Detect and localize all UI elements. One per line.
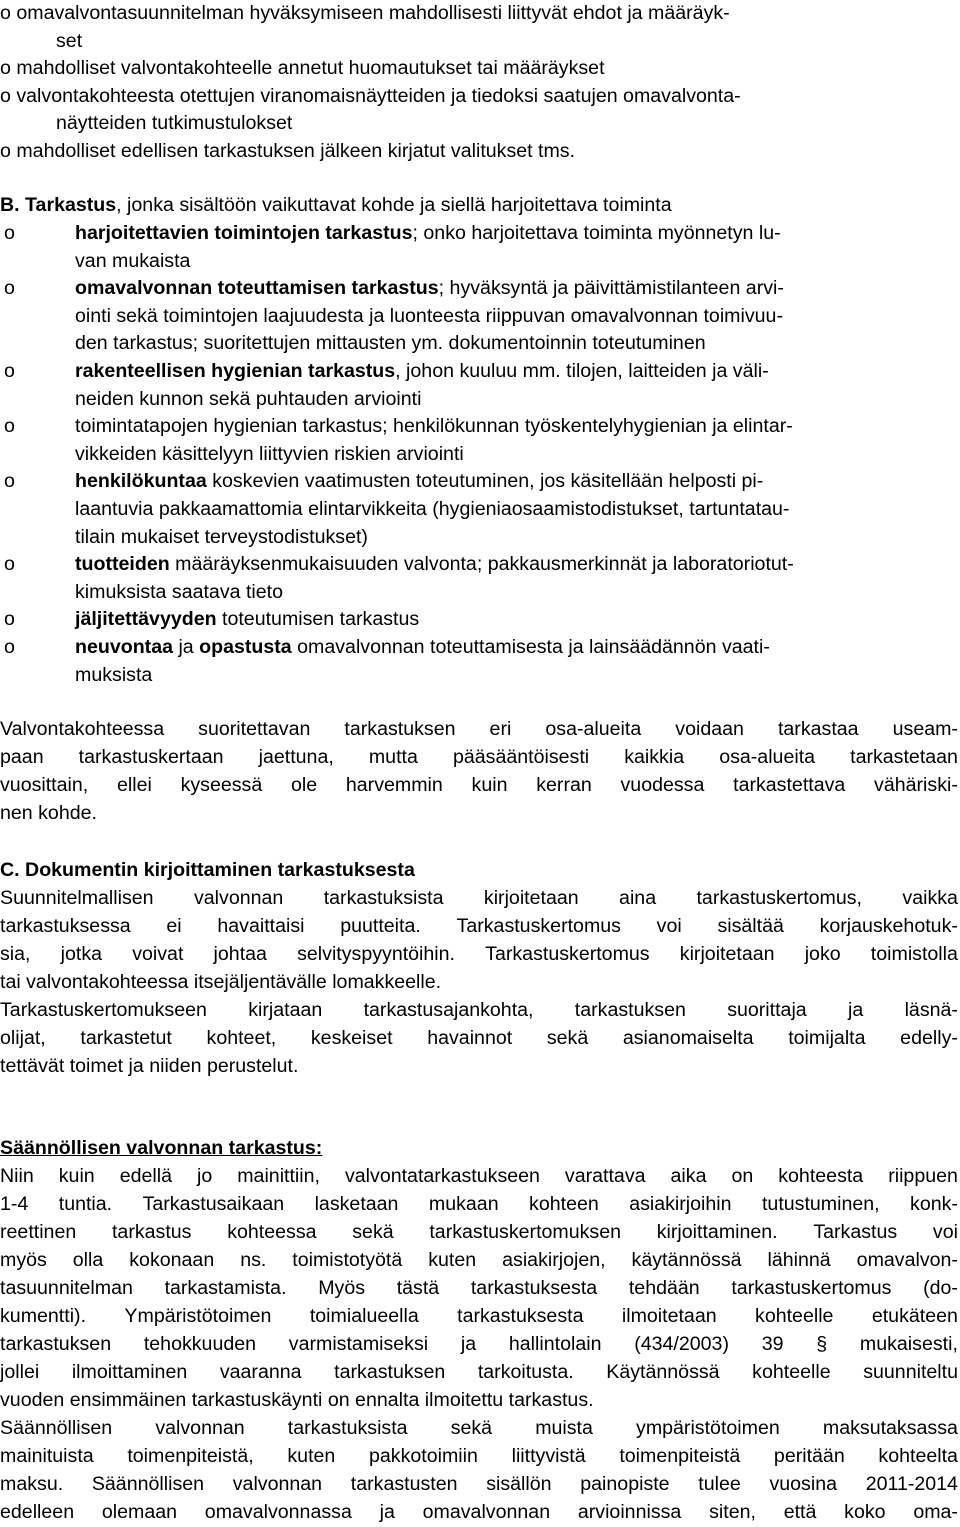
- word: tarkastuskertaan: [78, 746, 224, 768]
- word: toimistolla: [870, 943, 958, 965]
- word: Niin: [0, 1165, 34, 1187]
- bullet: o: [0, 2, 11, 24]
- word: kuten: [287, 1445, 336, 1467]
- list-item: harjoitettavien toimintojen tarkastus; onko harjoitettava toiminta myönnetyn lu-: [75, 222, 781, 244]
- word: Käytännössä: [606, 1361, 720, 1383]
- intro-text: mahdolliset edellisen tarkastuksen jälkeen kirjatut valitukset tms.: [16, 140, 576, 162]
- word: toimenpiteistä: [619, 1445, 741, 1467]
- section-b-subtitle: , jonka sisältöön vaikuttavat kohde ja siellä harjoitettava toiminta: [116, 194, 672, 216]
- word: voi: [656, 915, 682, 937]
- word: Tarkastusaikaan: [142, 1193, 285, 1215]
- word: ei: [166, 915, 182, 937]
- word: etukäteen: [871, 1305, 958, 1327]
- word: ilmoitetaan: [621, 1305, 717, 1327]
- word: osa-alueita: [719, 746, 816, 768]
- word: aina: [619, 887, 657, 909]
- word: konk-: [910, 1193, 958, 1215]
- word: vähäriski-: [874, 774, 958, 796]
- paragraph-line: tai valvontakohteessa itsejäljentävälle lomakkeelle.: [0, 971, 442, 993]
- word: suoritettavan: [198, 718, 311, 740]
- word: tuntia.: [58, 1193, 113, 1215]
- word: eri: [489, 718, 512, 740]
- list-item: henkilökuntaa koskevien vaatimusten toteutuminen, jos käsitellään helposti pi-: [75, 470, 764, 493]
- list-item: jäljitettävyyden toteutumisen tarkastus: [75, 608, 420, 631]
- word: ympäristötoimen: [636, 1417, 780, 1439]
- word: tarkastuksen: [574, 999, 686, 1021]
- word: tarkastuskertomuksen: [429, 1221, 622, 1243]
- word: 39: [761, 1333, 784, 1355]
- justified-line: [0, 1443, 958, 1471]
- word: mainituista: [0, 1445, 94, 1467]
- justified-line: [0, 941, 958, 969]
- intro-text: omavalvontasuunnitelman hyväksymiseen mahdollisesti liittyvät ehdot ja määräyk-: [16, 2, 730, 24]
- word: omavalvonnassa: [204, 1501, 352, 1523]
- word: koko: [844, 1501, 886, 1523]
- list-item-cont: kimuksista saatava tieto: [75, 580, 284, 603]
- word: sisältää: [717, 915, 784, 937]
- word: suunniteltu: [863, 1361, 958, 1383]
- word: lasketaan: [314, 1193, 399, 1215]
- bullet: o: [4, 360, 15, 382]
- word: havainnot: [427, 1027, 513, 1049]
- word: mainittiin,: [237, 1165, 320, 1187]
- word: toimijalta: [788, 1027, 866, 1049]
- word: jaettuna,: [258, 746, 334, 768]
- justified-line: [0, 1359, 958, 1387]
- list-item: tuotteiden määräyksenmukaisuuden valvonta; pakkausmerkinnät ja laboratoriotut-: [75, 553, 794, 576]
- word: ole: [290, 774, 318, 796]
- word: tasuunnitelman: [0, 1277, 133, 1299]
- word: on: [731, 1165, 754, 1187]
- word: jo: [196, 1165, 213, 1187]
- intro-item-1: [0, 0, 730, 28]
- word: tarkastetut: [80, 1027, 172, 1049]
- word: ja: [460, 1333, 477, 1355]
- word: suorittaja: [727, 999, 807, 1021]
- justified-line: [0, 772, 958, 800]
- word: kuin: [58, 1165, 95, 1187]
- word: tutustuminen,: [761, 1193, 880, 1215]
- justified-line: [0, 885, 958, 913]
- word: Tarkastuskertomus: [485, 943, 650, 965]
- bullet: o: [0, 84, 11, 107]
- word: Ympäristötoimen: [124, 1305, 272, 1327]
- paragraph-line: tettävät toimet ja niiden perustelut.: [0, 1055, 299, 1077]
- word: kohteelle: [752, 1361, 831, 1383]
- word: olemaan: [101, 1501, 178, 1523]
- word: riippuen: [888, 1165, 958, 1187]
- word: toimenpiteistä,: [127, 1445, 254, 1467]
- word: mukaan: [428, 1193, 499, 1215]
- word: tarkastusajankohta,: [363, 999, 534, 1021]
- bullet: o: [4, 222, 15, 244]
- word: korjauskehotuk-: [819, 915, 958, 937]
- intro-text: valvontakohteesta otettujen viranomaisnäytteiden ja tiedoksi saatujen omavalvonta-: [16, 84, 741, 107]
- word: liittyvistä: [511, 1445, 586, 1467]
- list-item: rakenteellisen hygienian tarkastus, johon kuuluu mm. tilojen, laitteiden ja väli-: [75, 360, 769, 382]
- word: tarkastuksessa: [0, 915, 131, 937]
- word: ns.: [240, 1249, 267, 1271]
- word: omavalvonnan: [422, 1501, 551, 1523]
- list-item-cont: vikkeiden käsittelyyn liittyvien riskien arviointi: [75, 442, 464, 465]
- word: havaittaisi: [217, 915, 305, 937]
- word: kerran: [536, 774, 592, 796]
- word: jotka: [60, 943, 103, 965]
- word: sekä: [546, 1027, 589, 1049]
- word: vuosittain,: [0, 774, 89, 796]
- word: kyseessä: [180, 774, 263, 796]
- word: valvonnan: [232, 1473, 323, 1495]
- word: kirjoittaminen.: [656, 1221, 778, 1243]
- word: kohteelle: [755, 1305, 834, 1327]
- list-item-cont: laantuvia pakkaamattomia elintarvikkeita (hygieniaosaamistodistukset, tartuntatau-: [75, 498, 790, 520]
- word: maksutaksassa: [822, 1417, 958, 1439]
- word: tehdään: [628, 1277, 700, 1299]
- justified-line: [0, 1219, 958, 1247]
- word: tarkastaa: [777, 718, 859, 740]
- intro-item-2: [0, 55, 605, 83]
- word: kohteesta: [778, 1165, 864, 1187]
- word: sia,: [0, 943, 31, 965]
- word: mutta: [368, 746, 418, 768]
- word: peritään: [773, 1445, 845, 1467]
- word: valvontatarkastukseen: [344, 1165, 540, 1187]
- word: ellei: [116, 774, 152, 796]
- word: tarkastus: [111, 1221, 192, 1243]
- section-b-marker: B.: [0, 194, 20, 216]
- word: läsnä-: [904, 999, 958, 1021]
- word: asiakirjoihin: [629, 1193, 732, 1215]
- justified-line: [0, 1163, 958, 1191]
- word: §: [816, 1333, 828, 1355]
- word: tarkastuksista: [323, 887, 444, 909]
- word: Suunnitelmallisen: [0, 887, 154, 909]
- word: kuin: [471, 774, 508, 796]
- word: siten,: [709, 1501, 756, 1523]
- word: tarkastusten: [350, 1473, 458, 1495]
- word: valvonnan: [155, 1417, 245, 1439]
- bullet: o: [4, 415, 15, 438]
- intro-item-1-cont: set: [56, 29, 83, 52]
- word: kirjataan: [248, 999, 323, 1021]
- word: kohteessa: [227, 1221, 317, 1243]
- word: (do-: [923, 1277, 958, 1299]
- section-saannollinen-heading: Säännöllisen valvonnan tarkastus:: [0, 1137, 323, 1159]
- word: lähinnä: [767, 1249, 831, 1271]
- word: maksu.: [0, 1473, 64, 1495]
- word: kirjoitetaan: [679, 943, 775, 965]
- word: tarkastettava: [733, 774, 846, 796]
- word: edelleen: [0, 1501, 75, 1523]
- word: arvioinnissa: [577, 1501, 682, 1523]
- word: aika: [670, 1165, 707, 1187]
- word: omavalvon-: [856, 1249, 958, 1271]
- justified-line: [0, 997, 958, 1025]
- word: vuodessa: [620, 774, 705, 796]
- list-item-cont: neiden kunnon sekä puhtauden arviointi: [75, 387, 422, 410]
- justified-line: [0, 744, 958, 772]
- list-item-cont: tilain mukaiset terveystodistukset): [75, 525, 368, 548]
- justified-line: [0, 1471, 958, 1499]
- word: käytännössä: [631, 1249, 742, 1271]
- word: kaikkia: [624, 746, 685, 768]
- word: voi: [932, 1221, 958, 1243]
- word: kokonaan: [129, 1249, 215, 1271]
- word: ja: [379, 1501, 395, 1523]
- word: oma-: [913, 1501, 958, 1523]
- word: ilmoittaminen: [71, 1361, 188, 1383]
- list-item-cont: muksista: [75, 663, 153, 686]
- word: varmistamiseksi: [288, 1333, 429, 1355]
- word: olijat,: [0, 1027, 46, 1049]
- word: johtaa: [213, 943, 267, 965]
- word: kohteet,: [206, 1027, 277, 1049]
- word: voivat: [132, 943, 184, 965]
- word: kumentti).: [0, 1305, 87, 1327]
- word: vuosina: [769, 1473, 838, 1495]
- word: tarkastuskertomus: [731, 1277, 892, 1299]
- word: Säännöllisen: [0, 1417, 113, 1439]
- word: Valvontakohteessa: [0, 718, 165, 740]
- word: edellä: [119, 1165, 172, 1187]
- word: asiakirjojen,: [502, 1249, 606, 1271]
- word: vaaranna: [219, 1361, 302, 1383]
- list-item-cont: den tarkastus; suoritettujen mittausten ym. dokumentoinnin toteutuminen: [75, 332, 706, 355]
- word: selvityspyyntöihin.: [297, 943, 456, 965]
- word: tarkastuksesta: [457, 1305, 584, 1327]
- justified-line: [0, 1191, 958, 1219]
- justified-line: [0, 913, 958, 941]
- word: hallintolain: [508, 1333, 602, 1355]
- word: mukaisesti,: [859, 1333, 958, 1355]
- list-item-cont: ointi sekä toimintojen laajuudesta ja luonteesta riippuvan omavalvonnan toimivuu-: [75, 304, 783, 327]
- bullet: o: [4, 277, 15, 300]
- word: tarkastamista.: [164, 1277, 287, 1299]
- word: tarkastuksista: [287, 1417, 408, 1439]
- word: tarkoitusta.: [477, 1361, 574, 1383]
- justified-line: [0, 1499, 958, 1527]
- list-item-cont: van mukaista: [75, 249, 191, 272]
- word: kirjoitetaan: [483, 887, 579, 909]
- word: tarkastuksesta: [470, 1277, 598, 1299]
- word: puutteita.: [340, 915, 421, 937]
- intro-item-3: [0, 83, 741, 111]
- word: 2011-2014: [865, 1473, 958, 1495]
- word: kohteelta: [878, 1445, 958, 1467]
- word: voidaan: [675, 718, 744, 740]
- word: sekä: [450, 1417, 493, 1439]
- word: toimistotyötä: [292, 1249, 403, 1271]
- intro-text: mahdolliset valvontakohteelle annetut huomautukset tai määräykset: [16, 57, 605, 80]
- word: (434/2003): [634, 1333, 729, 1355]
- paragraph-line: vuoden ensimmäinen tarkastuskäynti on ennalta ilmoitettu tarkastus.: [0, 1389, 594, 1411]
- word: edelly-: [900, 1027, 958, 1049]
- word: pakkotoimiin: [369, 1445, 478, 1467]
- word: pääsääntöisesti: [452, 746, 590, 768]
- word: paan: [0, 746, 44, 768]
- word: keskeiset: [310, 1027, 393, 1049]
- paragraph-line: nen kohde.: [0, 802, 97, 824]
- justified-line: [0, 1415, 958, 1443]
- bullet: o: [4, 553, 15, 576]
- word: myös: [0, 1249, 47, 1271]
- word: harvemmin: [345, 774, 443, 796]
- word: sisällön: [486, 1473, 552, 1495]
- word: tästä: [396, 1277, 440, 1299]
- word: painopiste: [580, 1473, 670, 1495]
- list-item: neuvontaa ja opastusta omavalvonnan toteuttamisesta ja lainsäädännön vaati-: [75, 636, 770, 658]
- bullet: o: [4, 636, 15, 658]
- word: Tarkastuskertomus: [456, 915, 621, 937]
- word: tehokkuuden: [143, 1333, 257, 1355]
- justified-line: [0, 1025, 958, 1053]
- bullet: o: [4, 470, 15, 493]
- justified-line: [0, 1247, 958, 1275]
- word: Tarkastuskertomukseen: [0, 999, 207, 1021]
- word: tarkastuksen: [334, 1361, 446, 1383]
- justified-line: [0, 1275, 958, 1303]
- word: useam-: [892, 718, 958, 740]
- word: varattava: [564, 1165, 646, 1187]
- word: vaikka: [902, 887, 958, 909]
- word: kuten: [428, 1249, 477, 1271]
- word: tarkastuksen: [0, 1333, 112, 1355]
- word: toimialueella: [309, 1305, 419, 1327]
- word: Säännöllisen: [91, 1473, 205, 1495]
- list-item: toimintatapojen hygienian tarkastus; henkilökunnan työskentelyhygienian ja elintar-: [75, 415, 793, 438]
- word: kohteen: [529, 1193, 599, 1215]
- word: valvonnan: [193, 887, 284, 909]
- word: osa-alueita: [545, 718, 642, 740]
- word: ja: [848, 999, 864, 1021]
- section-c-heading: C. Dokumentin kirjoittaminen tarkastuksesta: [0, 859, 415, 881]
- intro-item-4: [0, 138, 575, 166]
- section-b-title: Tarkastus: [25, 194, 117, 216]
- word: olla: [72, 1249, 104, 1271]
- word: tarkastuksen: [344, 718, 456, 740]
- bullet: o: [4, 608, 15, 631]
- word: muista: [535, 1417, 593, 1439]
- word: 1-4: [0, 1193, 29, 1215]
- word: sekä: [352, 1221, 394, 1243]
- section-b-heading: [0, 192, 672, 220]
- word: asianomaiselta: [622, 1027, 754, 1049]
- list-item: omavalvonnan toteuttamisen tarkastus; hyväksyntä ja päivittämistilanteen arvi-: [75, 277, 784, 300]
- word: reettinen: [0, 1221, 77, 1243]
- word: tulee: [698, 1473, 741, 1495]
- word: tarkastetaan: [850, 746, 958, 768]
- justified-line: [0, 1303, 958, 1331]
- justified-line: [0, 716, 958, 744]
- word: Tarkastus: [813, 1221, 898, 1243]
- word: tarkastuskertomus,: [696, 887, 862, 909]
- word: Myös: [318, 1277, 366, 1299]
- justified-line: [0, 1331, 958, 1359]
- bullet: o: [0, 57, 11, 80]
- bullet: o: [0, 140, 11, 162]
- word: jollei: [0, 1361, 40, 1383]
- word: että: [783, 1501, 817, 1523]
- intro-item-3-cont: näytteiden tutkimustulokset: [56, 112, 293, 135]
- word: joko: [804, 943, 841, 965]
